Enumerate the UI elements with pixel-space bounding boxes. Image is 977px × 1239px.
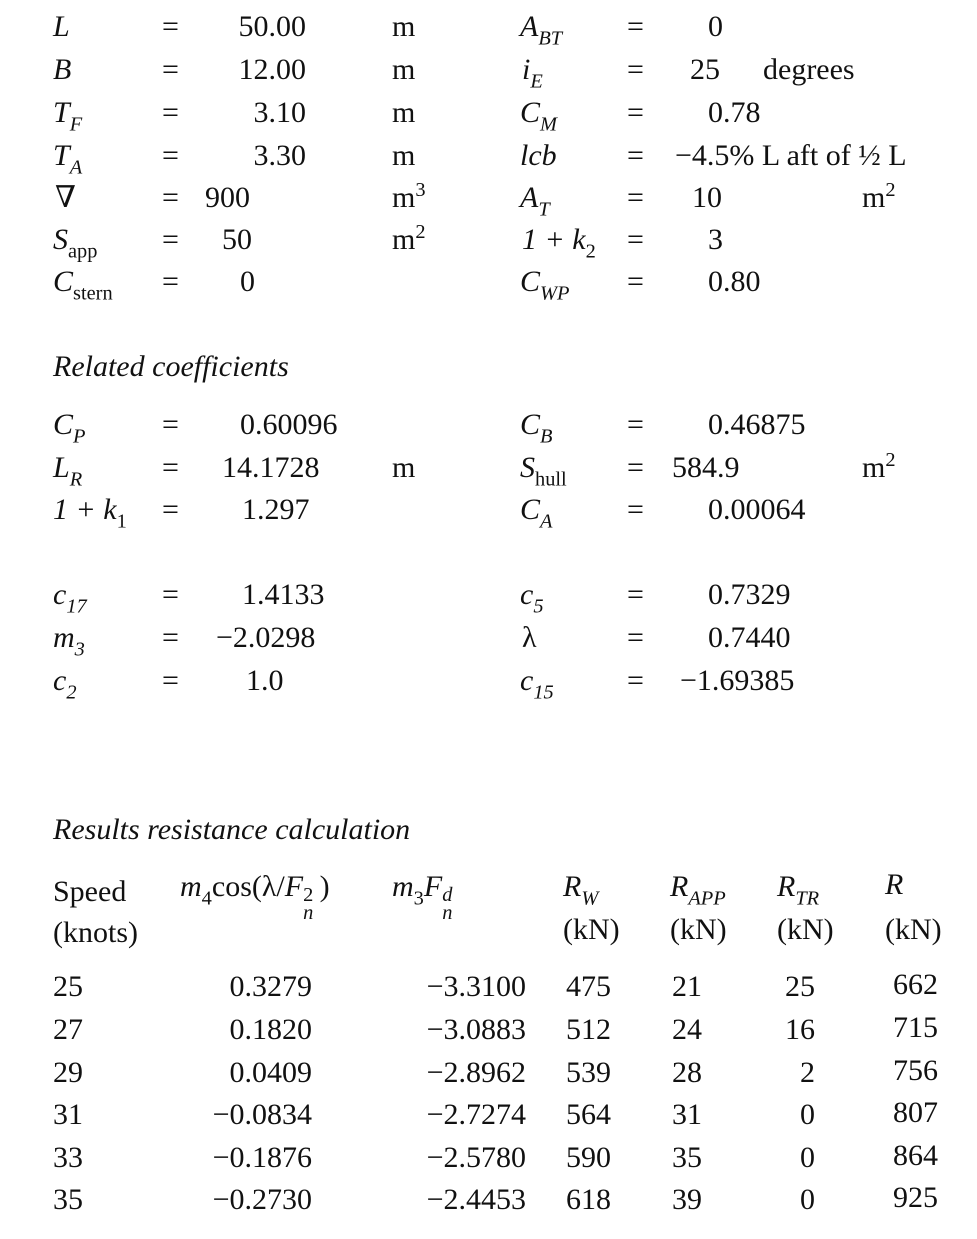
- coef-symbol: $C_A$: [520, 493, 553, 533]
- cell-speed: 27: [53, 1013, 83, 1046]
- param-value: 0: [708, 10, 723, 43]
- col-header-speed-unit: (knots): [53, 916, 138, 949]
- param-value: −4.5% L aft of ½ L: [675, 139, 907, 172]
- cell-m4cos: 0.3279: [229, 970, 312, 1003]
- cell-rtr: 0: [800, 1098, 815, 1131]
- coef-symbol: $S_{hull}$: [520, 451, 567, 491]
- coef-value: 584.9: [672, 451, 740, 484]
- equals-sign: =: [627, 139, 644, 172]
- param-value: 3: [708, 223, 723, 256]
- cell-m3fn: −2.4453: [426, 1183, 526, 1216]
- equals-sign: =: [627, 10, 644, 43]
- param-symbol: $A_{BT}$: [520, 10, 563, 50]
- param-symbol: $T_A$: [53, 139, 83, 179]
- cell-m4cos: 0.1820: [229, 1013, 312, 1046]
- cell-m4cos: −0.1876: [212, 1141, 312, 1174]
- cell-r: 662: [893, 968, 938, 1001]
- cell-m3fn: −3.3100: [426, 970, 526, 1003]
- cell-rapp: 28: [672, 1056, 702, 1089]
- param-value: 50: [222, 223, 252, 256]
- cell-speed: 25: [53, 970, 83, 1003]
- param-value: 25: [690, 53, 720, 86]
- equals-sign: =: [627, 408, 644, 441]
- equals-sign: =: [162, 451, 179, 484]
- cell-m3fn: −3.0883: [426, 1013, 526, 1046]
- equals-sign: =: [162, 408, 179, 441]
- equals-sign: =: [162, 139, 179, 172]
- equals-sign: =: [162, 96, 179, 129]
- cell-speed: 31: [53, 1098, 83, 1131]
- cell-m4cos: 0.0409: [229, 1056, 312, 1089]
- equals-sign: =: [627, 451, 644, 484]
- lambda-symbol: λ: [522, 621, 537, 654]
- equals-sign: =: [627, 493, 644, 526]
- equals-sign: =: [162, 621, 179, 654]
- equals-sign: =: [162, 53, 179, 86]
- cell-speed: 35: [53, 1183, 83, 1216]
- coef-symbol: $c_{17}$: [53, 578, 87, 618]
- coef-symbol: $1 + k_1$: [53, 493, 127, 533]
- cell-r: 715: [893, 1011, 938, 1044]
- coef-value: 0.60096: [240, 408, 338, 441]
- param-value: 0.78: [708, 96, 761, 129]
- section-heading-results: Results resistance calculation: [53, 813, 411, 846]
- param-unit: m: [392, 10, 416, 43]
- equals-sign: =: [162, 578, 179, 611]
- col-header-r-unit: (kN): [885, 913, 942, 946]
- cell-r: 864: [893, 1139, 938, 1172]
- cell-rw: 564: [566, 1098, 611, 1131]
- coef-symbol: $c_2$: [53, 664, 77, 704]
- equals-sign: =: [627, 621, 644, 654]
- param-value: 12.00: [238, 53, 306, 86]
- param-value: 10: [692, 181, 722, 214]
- coef-value: 0.00064: [708, 493, 806, 526]
- cell-m3fn: −2.8962: [426, 1056, 526, 1089]
- param-value: 900: [205, 181, 250, 214]
- col-header-rw: $R_W$: [563, 870, 599, 910]
- param-symbol: $1 + k_2$: [522, 223, 596, 263]
- cell-m4cos: −0.0834: [212, 1098, 312, 1131]
- cell-rapp: 31: [672, 1098, 702, 1131]
- coef-value: 0.46875: [708, 408, 806, 441]
- param-symbol: lcb: [520, 139, 557, 172]
- coef-value: 1.0: [246, 664, 284, 697]
- param-symbol: L: [53, 10, 70, 43]
- cell-rw: 618: [566, 1183, 611, 1216]
- equals-sign: =: [627, 223, 644, 256]
- param-value: 0.80: [708, 265, 761, 298]
- coef-symbol: $L_R$: [53, 451, 83, 491]
- param-symbol: $C_{stern}$: [53, 265, 113, 305]
- coef-symbol: $c_5$: [520, 578, 544, 618]
- cell-rapp: 35: [672, 1141, 702, 1174]
- cell-r: 807: [893, 1096, 938, 1129]
- coef-value: −2.0298: [216, 621, 316, 654]
- param-unit: $m^2$: [862, 178, 896, 214]
- coef-symbol: $m_3$: [53, 621, 85, 661]
- cell-m3fn: −2.5780: [426, 1141, 526, 1174]
- param-unit: degrees: [763, 53, 855, 86]
- cell-speed: 29: [53, 1056, 83, 1089]
- equals-sign: =: [627, 53, 644, 86]
- equals-sign: =: [162, 493, 179, 526]
- param-symbol: $i_E$: [522, 53, 543, 93]
- param-symbol: B: [53, 53, 72, 86]
- cell-rapp: 24: [672, 1013, 702, 1046]
- cell-m3fn: −2.7274: [426, 1098, 526, 1131]
- equals-sign: =: [162, 10, 179, 43]
- param-symbol: $S_{app}$: [53, 223, 98, 263]
- param-value: 0: [240, 265, 255, 298]
- col-header-rtr-unit: (kN): [777, 913, 834, 946]
- coef-value: 14.1728: [222, 451, 320, 484]
- param-symbol: $C_M$: [520, 96, 558, 136]
- param-symbol: $T_F$: [53, 96, 83, 136]
- coef-symbol: $C_B$: [520, 408, 553, 448]
- param-value: 3.30: [253, 139, 306, 172]
- coef-value: 1.4133: [242, 578, 325, 611]
- equals-sign: =: [162, 223, 179, 256]
- coef-unit: $m^2$: [862, 448, 896, 484]
- cell-rw: 512: [566, 1013, 611, 1046]
- cell-rapp: 21: [672, 970, 702, 1003]
- cell-rw: 475: [566, 970, 611, 1003]
- param-value: 3.10: [253, 96, 306, 129]
- col-header-m4cos: $m_4\cos(\lambda/F$ 2 n ): [180, 870, 330, 925]
- param-unit: m: [392, 139, 416, 172]
- param-symbol: $A_T$: [520, 181, 550, 221]
- cell-rw: 539: [566, 1056, 611, 1089]
- cell-m4cos: −0.2730: [212, 1183, 312, 1216]
- cell-rapp: 39: [672, 1183, 702, 1216]
- cell-rtr: 2: [800, 1056, 815, 1089]
- col-header-rapp-unit: (kN): [670, 913, 727, 946]
- cell-rtr: 16: [785, 1013, 815, 1046]
- cell-rtr: 25: [785, 970, 815, 1003]
- cell-r: 756: [893, 1054, 938, 1087]
- equals-sign: =: [627, 578, 644, 611]
- coef-value: 0.7440: [708, 621, 791, 654]
- section-heading-related: Related coefficients: [53, 350, 289, 383]
- cell-rtr: 0: [800, 1141, 815, 1174]
- col-header-rapp: $R_{APP}$: [670, 870, 726, 910]
- cell-r: 925: [893, 1181, 938, 1214]
- param-unit: m: [392, 53, 416, 86]
- param-unit: m: [392, 96, 416, 129]
- col-header-speed: Speed: [53, 875, 127, 908]
- param-unit: $m^3$: [392, 178, 426, 214]
- equals-sign: =: [627, 96, 644, 129]
- coef-value: 1.297: [242, 493, 310, 526]
- equals-sign: =: [627, 664, 644, 697]
- coef-value: 0.7329: [708, 578, 791, 611]
- equals-sign: =: [627, 181, 644, 214]
- cell-rw: 590: [566, 1141, 611, 1174]
- coef-value: −1.69385: [680, 664, 795, 697]
- equals-sign: =: [162, 664, 179, 697]
- cell-speed: 33: [53, 1141, 83, 1174]
- col-header-m3fn: $m_3F$ d n: [392, 870, 453, 925]
- param-value: 50.00: [238, 10, 306, 43]
- param-unit: $m^2$: [392, 220, 426, 256]
- nabla-icon: ∇: [55, 181, 76, 214]
- coef-symbol: $C_P$: [53, 408, 86, 448]
- equals-sign: =: [162, 265, 179, 298]
- col-header-rtr: $R_{TR}$: [777, 870, 820, 910]
- param-symbol: $C_{WP}$: [520, 265, 570, 305]
- col-header-r: R: [885, 868, 904, 901]
- col-header-rw-unit: (kN): [563, 913, 620, 946]
- cell-rtr: 0: [800, 1183, 815, 1216]
- coef-symbol: $c_{15}$: [520, 664, 554, 704]
- coef-unit: m: [392, 451, 416, 484]
- equals-sign: =: [627, 265, 644, 298]
- equals-sign: =: [162, 181, 179, 214]
